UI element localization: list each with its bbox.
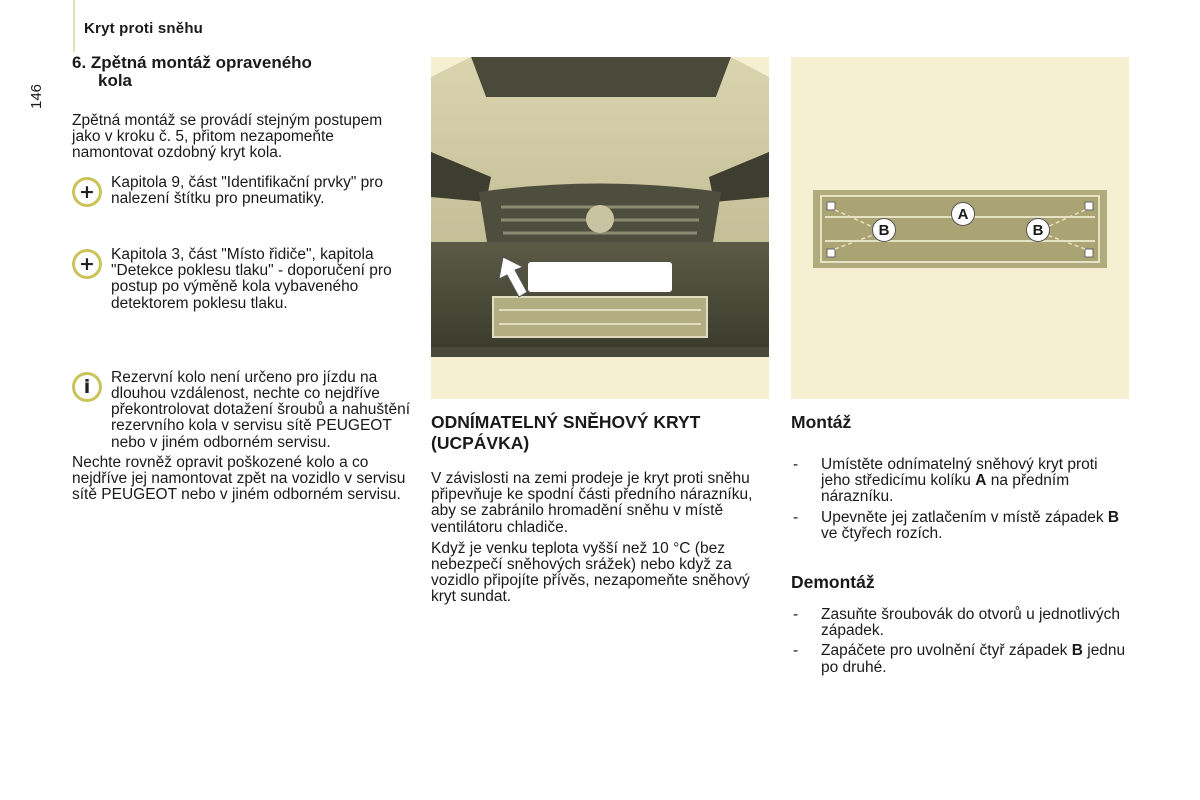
label-b-left-marker bbox=[872, 218, 896, 242]
middle-column bbox=[431, 412, 771, 606]
montaz-list bbox=[791, 457, 1131, 542]
van-front-drawing bbox=[431, 57, 769, 399]
note-identification bbox=[72, 175, 410, 207]
step-heading-line2: kola bbox=[98, 71, 133, 90]
note-spare-wheel bbox=[72, 370, 410, 451]
demontaz-list bbox=[791, 607, 1131, 676]
left-column bbox=[72, 54, 410, 503]
note-repair-text: Nechte rovněž opravit poškozené kolo a co nejdříve jej namontovat zpět na vozidlo v servisu sítě PEUGEOT nebo v jiném odborném servisu. bbox=[72, 453, 406, 504]
plus-icon: + bbox=[72, 249, 102, 279]
note-spare-wheel-text: Rezervní kolo není určeno pro jízdu na dlouhou vzdálenost, nechte co nejdříve překontrolovat dotažení šroubů a nahuštění rezervního kola v servisu sítě PEUGEOT nebo v jiném odborném servisu. bbox=[111, 368, 411, 451]
intro-paragraph: Zpětná montáž se provádí stejným postupem jako v kroku č. 5, přitom nezapomeňte namontovat ozdobný kryt kola. bbox=[72, 112, 383, 162]
snow-cover-para1: V závislosti na zemi prodeje je kryt proti sněhu připevňuje ke spodní části předního nárazníku, aby se zabránilo hromadění sněhu v místě ventilátoru chladiče. bbox=[431, 470, 753, 536]
demontaz-heading: Demontáž bbox=[791, 572, 875, 593]
list-item: - Zasuňte šroubovák do otvorů u jednotlivých západek. bbox=[791, 607, 1131, 639]
page-number: 146 bbox=[28, 83, 46, 110]
snow-guard-diagram bbox=[791, 57, 1129, 399]
note-pressure-text: Kapitola 3, část "Místo řidiče", kapitola "Detekce poklesu tlaku" - doporučení pro postup po výměně kola vybaveného detektorem poklesu tlaku. bbox=[111, 246, 392, 312]
note-pressure bbox=[72, 247, 410, 312]
note-identification-text: Kapitola 9, část "Identifikační prvky" pro nalezení štítku pro pneumatiky. bbox=[111, 173, 384, 207]
snow-cover-heading: ODNÍMATELNÝ SNĚHOVÝ KRYT (UCPÁVKA) bbox=[431, 412, 701, 453]
section-title: Kryt proti sněhu bbox=[84, 20, 204, 37]
info-icon: i bbox=[72, 372, 102, 402]
montaz-heading: Montáž bbox=[791, 412, 852, 432]
step-heading-line1: 6. Zpětná montáž opraveného bbox=[72, 53, 312, 72]
label-b-left: B bbox=[878, 221, 890, 239]
label-b-right: B bbox=[1032, 221, 1044, 239]
header-rule bbox=[73, 0, 75, 52]
list-item: - Umístěte odnímatelný sněhový kryt proti jeho středicímu kolíku A na předním nárazníku. bbox=[791, 457, 1131, 506]
right-column bbox=[791, 412, 1131, 680]
label-a-marker bbox=[951, 202, 975, 226]
label-b-right-marker bbox=[1026, 218, 1050, 242]
snow-guard-drawing bbox=[791, 57, 1129, 399]
list-item: - Zapáčete pro uvolnění čtyř západek B jednu po druhé. bbox=[791, 643, 1131, 675]
snow-cover-para2: Když je venku teplota vyšší než 10 °C (bez nebezpečí sněhových srážek) nebo když za vozidlo připojíte přívěs, nezapomeňte sněhový kryt sundat. bbox=[431, 539, 750, 606]
van-front-illustration bbox=[431, 57, 769, 399]
list-item: - Upevněte jej zatlačením v místě západek B ve čtyřech rozích. bbox=[791, 510, 1131, 542]
step-heading bbox=[72, 54, 410, 90]
plus-icon: + bbox=[72, 177, 102, 207]
label-a: A bbox=[957, 205, 969, 223]
